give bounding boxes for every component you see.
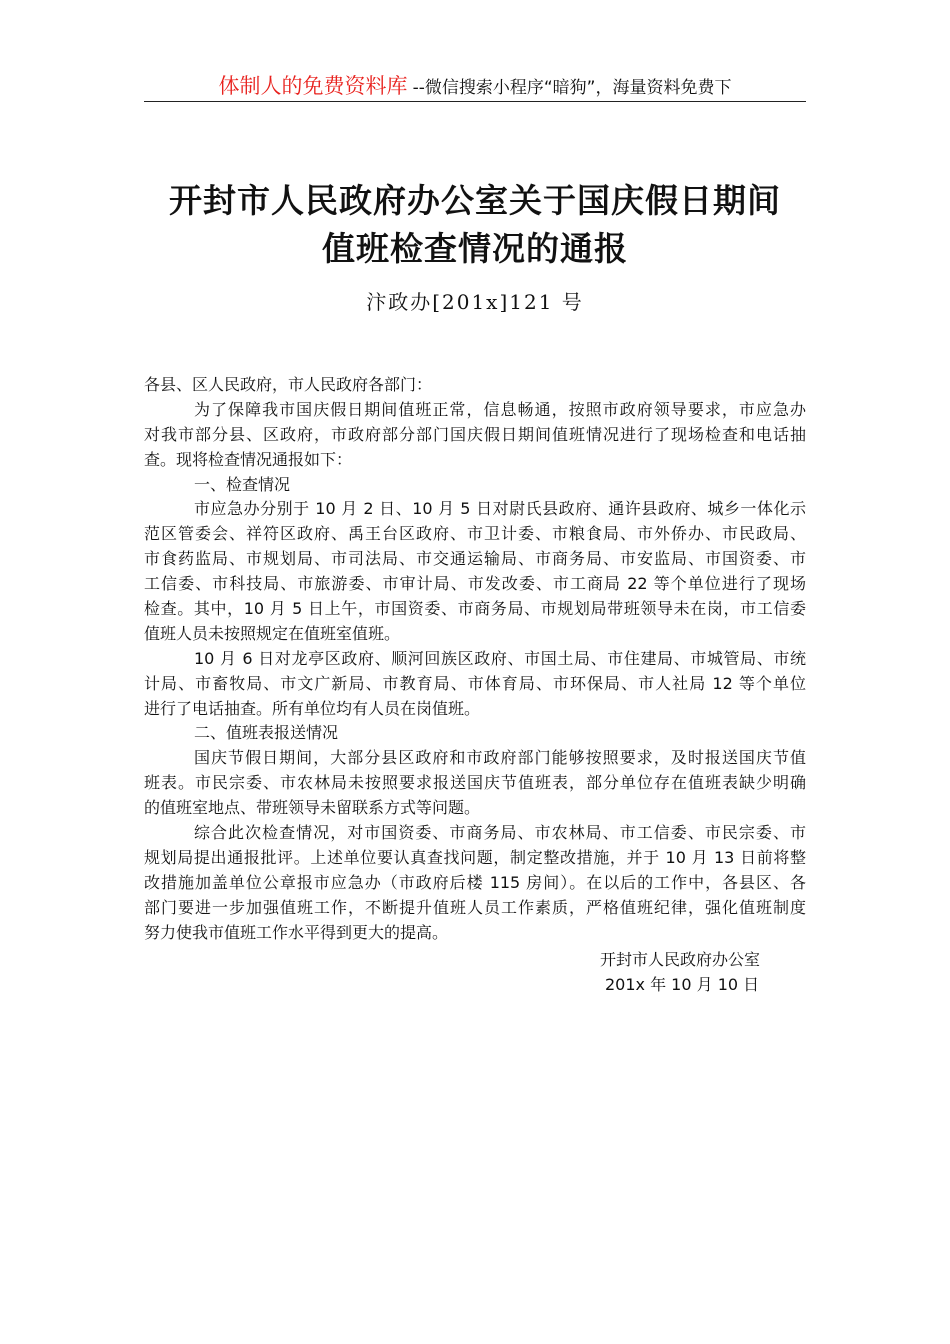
paragraph-line: 查。现将检查情况通报如下： [144,449,353,469]
paragraph-line: 规划局提出通报批评。上述单位要认真查找问题，制定整改措施，并于 10 月 13 日前将整 [144,847,806,867]
document-title-line-1: 开封市人民政府办公室关于国庆假日期间 [169,181,781,220]
paragraph-line: 一、检查情况 [194,474,291,494]
paragraph [144,373,806,398]
document-date: 201x 年 10 月 10 日 [605,975,760,994]
paragraph-line: 检查。其中，10 月 5 日上午，市国资委、市商务局、市规划局带班领导未在岗，市工信委 [144,599,806,619]
paragraph-line: 市食药监局、市规划局、市司法局、市交通运输局、市商务局、市安监局、市国资委、市 [144,549,806,569]
paragraph [144,497,806,646]
paragraph-line: 进行了电话抽查。所有单位均有人员在岗值班。 [144,698,481,718]
paragraph-line: 的值班室地点、带班领导未留联系方式等问题。 [144,798,481,818]
paragraph-line: 市应急办分别于 10 月 2 日、10 月 5 日对尉氏县政府、通许县政府、城乡一体化示 [194,499,806,519]
document-body [144,373,806,945]
signature: 开封市人民政府办公室 [600,950,761,969]
paragraph-line: 工信委、市科技局、市旅游委、市审计局、市发改委、市工商局 22 等个单位进行了现场 [144,574,806,594]
paragraph [144,398,806,473]
paragraph-line: 值班人员未按照规定在值班室值班。 [144,623,401,643]
paragraph-line: 国庆节假日期间，大部分县区政府和市政府部门能够按照要求，及时报送国庆节值 [194,748,806,768]
paragraph [144,721,806,746]
paragraph-line: 班表。市民宗委、市农林局未按照要求报送国庆节值班表，部分单位存在值班表缺少明确 [144,773,806,793]
paragraph-line: 范区管委会、祥符区政府、禹王台区政府、市卫计委、市粮食局、市外侨办、市民政局、 [144,524,806,544]
paragraph-line: 部门要进一步加强值班工作，不断提升值班人员工作素质，严格值班纪律，强化值班制度 [144,897,806,917]
header-tagline: --微信搜索小程序“暗狗”，海量资料免费下 [412,78,732,98]
paragraph-line: 为了保障我市国庆假日期间值班正常，信息畅通，按照市政府领导要求，市应急办 [194,399,806,419]
watermark-header [144,70,806,102]
header-brand: 体制人的免费资料库 [218,74,408,98]
paragraph-line: 对我市部分县、区政府，市政府部分部门国庆假日期间值班情况进行了现场检查和电话抽 [144,424,806,444]
paragraph-line: 努力使我市值班工作水平得到更大的提高。 [144,922,449,942]
paragraph [144,473,806,498]
paragraph-line: 计局、市畜牧局、市文广新局、市教育局、市体育局、市环保局、市人社局 12 等个单位 [144,673,806,693]
document-title-line-2: 值班检查情况的通报 [322,229,628,268]
paragraph-line: 改措施加盖单位公章报市应急办（市政府后楼 115 房间）。在以后的工作中，各县区、各 [144,872,806,892]
paragraph-line: 综合此次检查情况，对市国资委、市商务局、市农林局、市工信委、市民宗委、市 [194,823,806,843]
paragraph-line: 各县、区人民政府，市人民政府各部门： [144,375,433,394]
paragraph [144,647,806,722]
paragraph [144,746,806,821]
paragraph-line: 10 月 6 日对龙亭区政府、顺河回族区政府、市国土局、市住建局、市城管局、市统 [194,648,806,668]
document-number: 汴政办[201x]121 号 [366,290,584,314]
paragraph-line: 二、值班表报送情况 [194,723,339,743]
paragraph [144,821,806,945]
